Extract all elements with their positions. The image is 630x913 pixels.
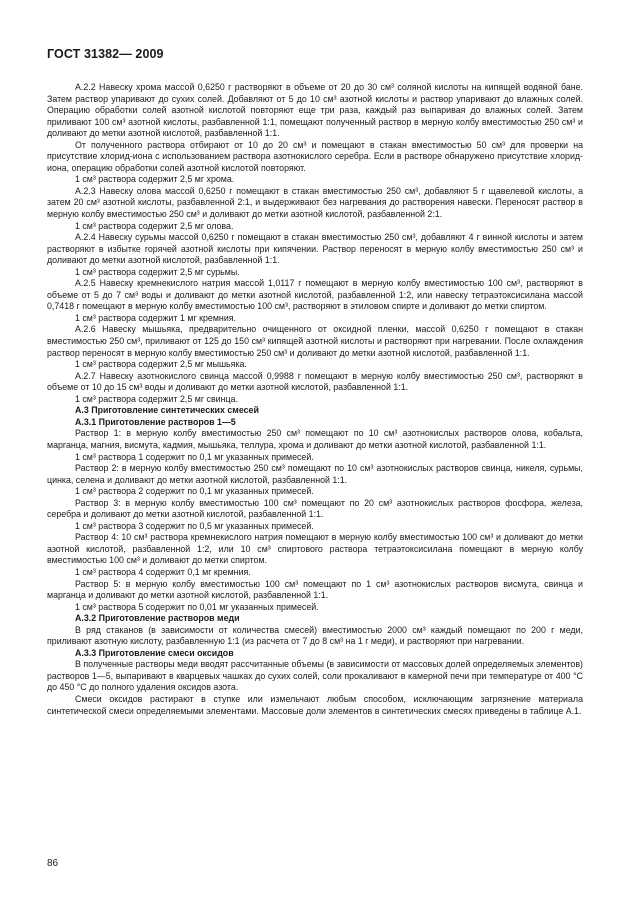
- section-heading: А.3.1 Приготовление растворов 1—5: [75, 416, 236, 427]
- section-heading: А.3.3 Приготовление смеси оксидов: [75, 647, 234, 658]
- paragraph: 1 см³ раствора 5 содержит по 0,01 мг указанных примесей.: [75, 601, 319, 612]
- paragraph: Раствор 3: в мерную колбу вместимостью 100 см³ помещают по 20 см³ азотнокислых растворов фосфора, железа, серебра и доливают до метки азотной кислотой, разбавленной 1:1.: [47, 497, 583, 520]
- section-heading: А.3.2 Приготовление растворов меди: [75, 613, 240, 624]
- document-header: ГОСТ 31382— 2009: [47, 47, 164, 61]
- paragraph: А.2.4 Навеску сурьмы массой 0,6250 г помещают в стакан вместимостью 250 см³, добавляют 4 г винной кислоты и затем растворяют в избытке горячей азотной кислоты при кипячении. Раствор переносят в мерную колбу вместимостью 250 см³ и доливают до метки азотной кислотой, разбавленной 1:1.: [47, 232, 583, 266]
- paragraph: 1 см³ раствора 2 содержит по 0,1 мг указанных примесей.: [75, 486, 314, 497]
- paragraph: А.2.7 Навеску азотнокислого свинца массой 0,9988 г помещают в мерную колбу вместимостью 250 см³, растворяют в объеме от 10 до 15 см³ воды и доливают до метки азотной кислотой, разбавленной 1:1.: [47, 370, 583, 393]
- paragraph: А.2.6 Навеску мышьяка, предварительно очищенного от оксидной пленки, массой 0,6250 г помещают в стакан вместимостью 250 см³, приливают от 125 до 150 см³ кипящей азотной кислоты и растворяют при нагревании. После охлаждения раствор переносят в мерную колбу вместимостью 250 см³ и доливают до метки азотной кислотой, разбавленной 1:1.: [47, 324, 583, 358]
- paragraph: 1 см³ раствора содержит 2,5 мг мышьяка.: [75, 359, 247, 370]
- paragraph: Раствор 4: 10 см³ раствора кремнекислого натрия помещают в мерную колбу вместимостью 100 см³ и доливают до метки азотной кислотой, разбавленной 1:2, или 10 см³ спиртового раствора тетраэтоксисилана помещают в мерную колбу вместимостью 100 см³ и доливают до метки спиртом.: [47, 532, 583, 566]
- paragraph: А.2.2 Навеску хрома массой 0,6250 г растворяют в объеме от 20 до 30 см³ соляной кислоты на кипящей водяной бане. Затем раствор упаривают до сухих солей. Добавляют от 5 до 10 см³ азотной кислоты и раствор упаривают до влажных солей. Операцию обработки солей азотной кислотой повторяют еще три раза, каждый раз выпаривая до влажных солей. Затем приливают 100 см³ азотной кислоты, разбавленной 1:1, помещают полученный раствор в мерную колбу вместимостью 250 см³ и доливают до метки азотной кислотой, разбавленной 1:1.: [47, 82, 583, 139]
- paragraph: 1 см³ раствора 3 содержит по 0,5 мг указанных примесей.: [75, 520, 314, 531]
- paragraph: 1 см³ раствора содержит 1 мг кремния.: [75, 312, 237, 323]
- paragraph: А.2.5 Навеску кремнекислого натрия массой 1,0117 г помещают в мерную колбу вместимостью 100 см³, растворяют в объеме от 5 до 7 см³ воды и доливают до метки азотной кислотой, разбавленной 1:2, или навеску тетраэтоксисилана массой 0,7418 г помещают в мерную колбу вместимостью 100 см³, растворяют в этиловом спирте и доливают до метки спиртом.: [47, 278, 583, 312]
- paragraph: А.2.3 Навеску олова массой 0,6250 г помещают в стакан вместимостью 250 см³, добавляют 5 г щавелевой кислоты, а затем 20 см³ азотной кислоты, разбавленной 2:1, и выдерживают без нагревания до растворения навески. Переносят раствор в мерную колбу вместимостью 250 см³ и доливают до метки азотной кислотой, разбавленной 2:1.: [47, 185, 583, 220]
- section-heading: А.3 Приготовление синтетических смесей: [75, 405, 259, 416]
- paragraph: 1 см³ раствора 1 содержит по 0,1 мг указанных примесей.: [75, 451, 314, 462]
- paragraph: Раствор 5: в мерную колбу вместимостью 100 см³ помещают по 1 см³ азотнокислых растворов висмута, свинца и марганца и доливают до метки азотной кислотой, разбавленной 1:1.: [47, 578, 583, 601]
- paragraph: 1 см³ раствора содержит 2,5 мг олова.: [75, 220, 234, 231]
- page-number: 86: [47, 858, 59, 869]
- paragraph: Раствор 2: в мерную колбу вместимостью 250 см³ помещают по 10 см³ азотнокислых растворов свинца, никеля, сурьмы, цинка, селена и доливают до метки азотной кислотой, разбавленной 1:1.: [47, 463, 583, 485]
- paragraph: Раствор 1: в мерную колбу вместимостью 250 см³ помещают по 10 см³ азотнокислых растворов олова, кобальта, марганца, магния, висмута, кадмия, мышьяка, теллура, хрома и доливают до метки азотной кислотой, разбавленной 1:1.: [47, 428, 583, 450]
- paragraph: 1 см³ раствора содержит 2,5 мг хрома.: [75, 174, 235, 185]
- paragraph: В полученные растворы меди вводят рассчитанные объемы (в зависимости от массовых долей определяемых элементов) растворов 1—5, выпаривают в кварцевых чашках до сухих солей, соли прокаливают в камерной печи при температуре от 400 °С до 450 °С до полного удаления оксидов азота.: [47, 659, 583, 693]
- paragraph: Смеси оксидов растирают в ступке или измельчают любым способом, исключающим загрязнение материала синтетической смеси определяемыми элементами. Массовые доли элементов в синтетических смесях приведены в таблице А.1.: [47, 693, 583, 716]
- paragraph: 1 см³ раствора содержит 2,5 мг свинца.: [75, 393, 238, 404]
- paragraph: От полученного раствора отбирают от 10 до 20 см³ и помещают в стакан вместимостью 50 см³ для проверки на присутствие хлорид-иона с использованием раствора азотнокислого серебра. Если в растворе обнаружено присутствие хлорид-иона, операцию обработки солей азотной кислотой повторяют.: [47, 139, 583, 173]
- paragraph: 1 см³ раствора 4 содержит 0,1 мг кремния.: [75, 566, 251, 577]
- document-body: [47, 82, 583, 717]
- paragraph: В ряд стаканов (в зависимости от количества смесей) вместимостью 2000 см³ каждый помещают по 200 г меди, приливают азотную кислоту, разбавленную 1:1 (из расчета от 7 до 8 см³ на 1 г меди), и растворяют при нагревании.: [47, 624, 583, 647]
- paragraph: 1 см³ раствора содержит 2,5 мг сурьмы.: [75, 266, 240, 277]
